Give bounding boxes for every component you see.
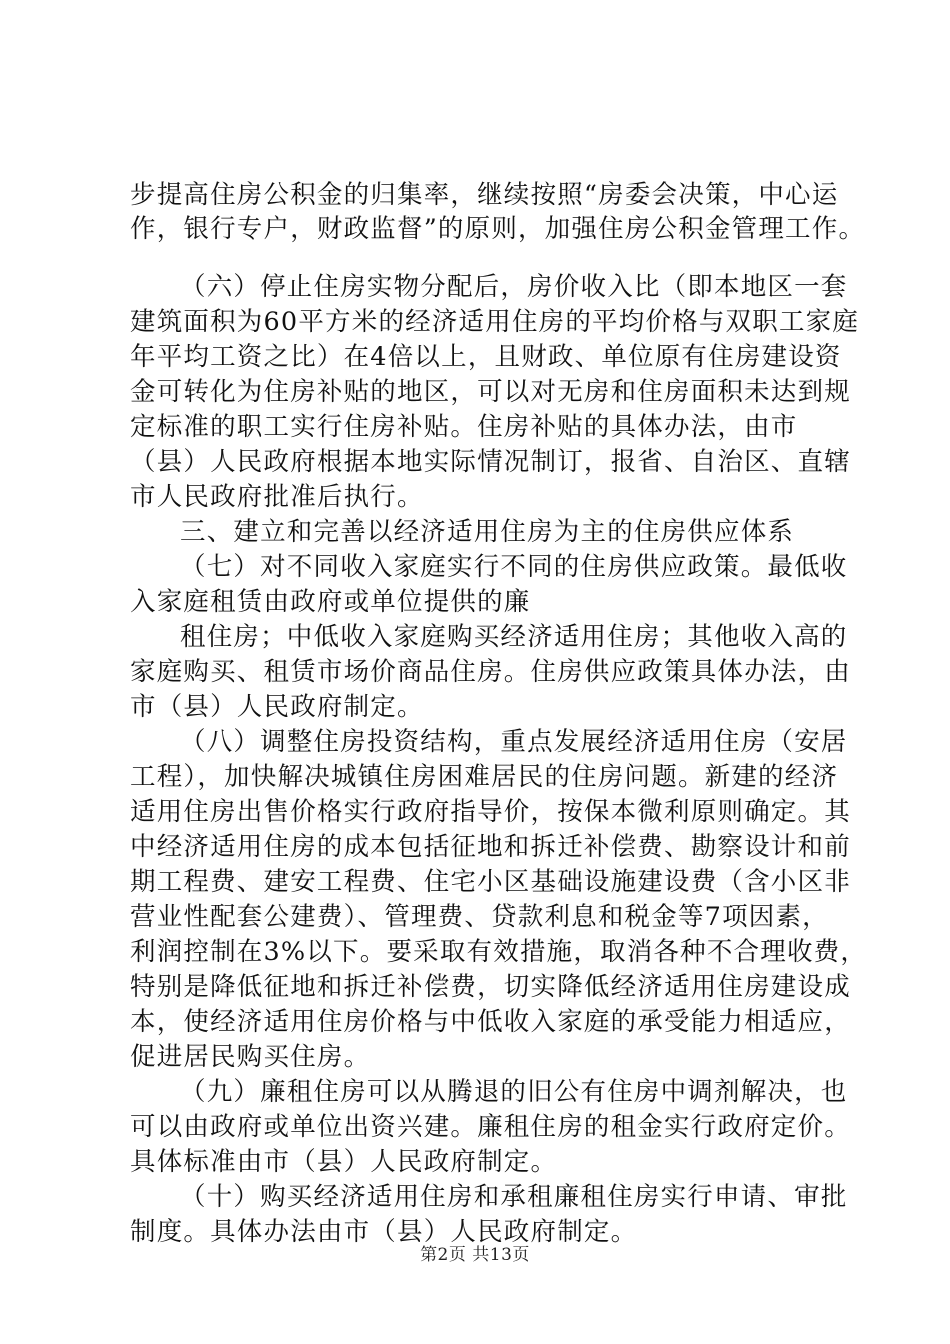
text-line: （七）对不同收入家庭实行不同的住房供应政策。最低收 xyxy=(180,552,848,582)
text-line: 金可转化为住房补贴的地区，可以对无房和住房面积未达到规 xyxy=(130,377,851,407)
section-heading: 三、建立和完善以经济适用住房为主的住房供应体系 xyxy=(180,517,795,547)
text-line: 市（县）人民政府制定。 xyxy=(130,692,424,722)
text-line: 具体标准由市（县）人民政府制定。 xyxy=(130,1147,558,1177)
text-line: 利润控制在3%以下。要采取有效措施，取消各种不合理收费， xyxy=(130,937,868,967)
text-line: 可以由政府或单位出资兴建。廉租住房的租金实行政府定价。 xyxy=(130,1112,851,1142)
text-line: 步提高住房公积金的归集率，继续按照“房委会决策，中心运 xyxy=(130,180,839,210)
text-line: 家庭购买、租赁市场价商品住房。住房供应政策具体办法，由 xyxy=(130,657,851,687)
text-line: （六）停止住房实物分配后，房价收入比（即本地区一套 xyxy=(180,272,848,302)
text-line: 中经济适用住房的成本包括征地和拆迁补偿费、勘察设计和前 xyxy=(130,832,851,862)
text-line: 营业性配套公建费）、管理费、贷款利息和税金等7项因素， xyxy=(130,902,829,932)
text-line: 工程），加快解决城镇住房困难居民的住房问题。新建的经济 xyxy=(130,762,839,792)
text-line: 特别是降低征地和拆迁补偿费，切实降低经济适用住房建设成 xyxy=(130,972,851,1002)
text-line: 促进居民购买住房。 xyxy=(130,1042,371,1072)
text-line: 本，使经济适用住房价格与中低收入家庭的承受能力相适应， xyxy=(130,1007,851,1037)
text-line: （十）购买经济适用住房和承租廉租住房实行申请、审批 xyxy=(180,1182,848,1212)
text-line: 作，银行专户，财政监督”的原则，加强住房公积金管理工作。 xyxy=(130,214,866,244)
text-line: 租住房；中低收入家庭购买经济适用住房；其他收入高的 xyxy=(180,622,848,652)
text-line: 适用住房出售价格实行政府指导价，按保本微利原则确定。其 xyxy=(130,797,851,827)
text-line: （九）廉租住房可以从腾退的旧公有住房中调剂解决，也 xyxy=(180,1077,848,1107)
text-line: 入家庭租赁由政府或单位提供的廉 xyxy=(130,587,531,617)
text-line: 年平均工资之比）在4倍以上，且财政、单位原有住房建设资 xyxy=(130,342,842,372)
text-line: （县）人民政府根据本地实际情况制订，报省、自治区、直辖 xyxy=(130,447,851,477)
text-line: 制度。具体办法由市（县）人民政府制定。 xyxy=(130,1217,638,1247)
text-line: 定标准的职工实行住房补贴。住房补贴的具体办法，由市 xyxy=(130,412,798,442)
text-line: （八）调整住房投资结构，重点发展经济适用住房（安居 xyxy=(180,727,848,757)
text-line: 市人民政府批准后执行。 xyxy=(130,482,424,512)
page-footer: 第2页 共13页 xyxy=(420,1245,530,1265)
text-line: 建筑面积为60平方米的经济适用住房的平均价格与双职工家庭 xyxy=(130,307,860,337)
text-line: 期工程费、建安工程费、住宅小区基础设施建设费（含小区非 xyxy=(130,867,851,897)
